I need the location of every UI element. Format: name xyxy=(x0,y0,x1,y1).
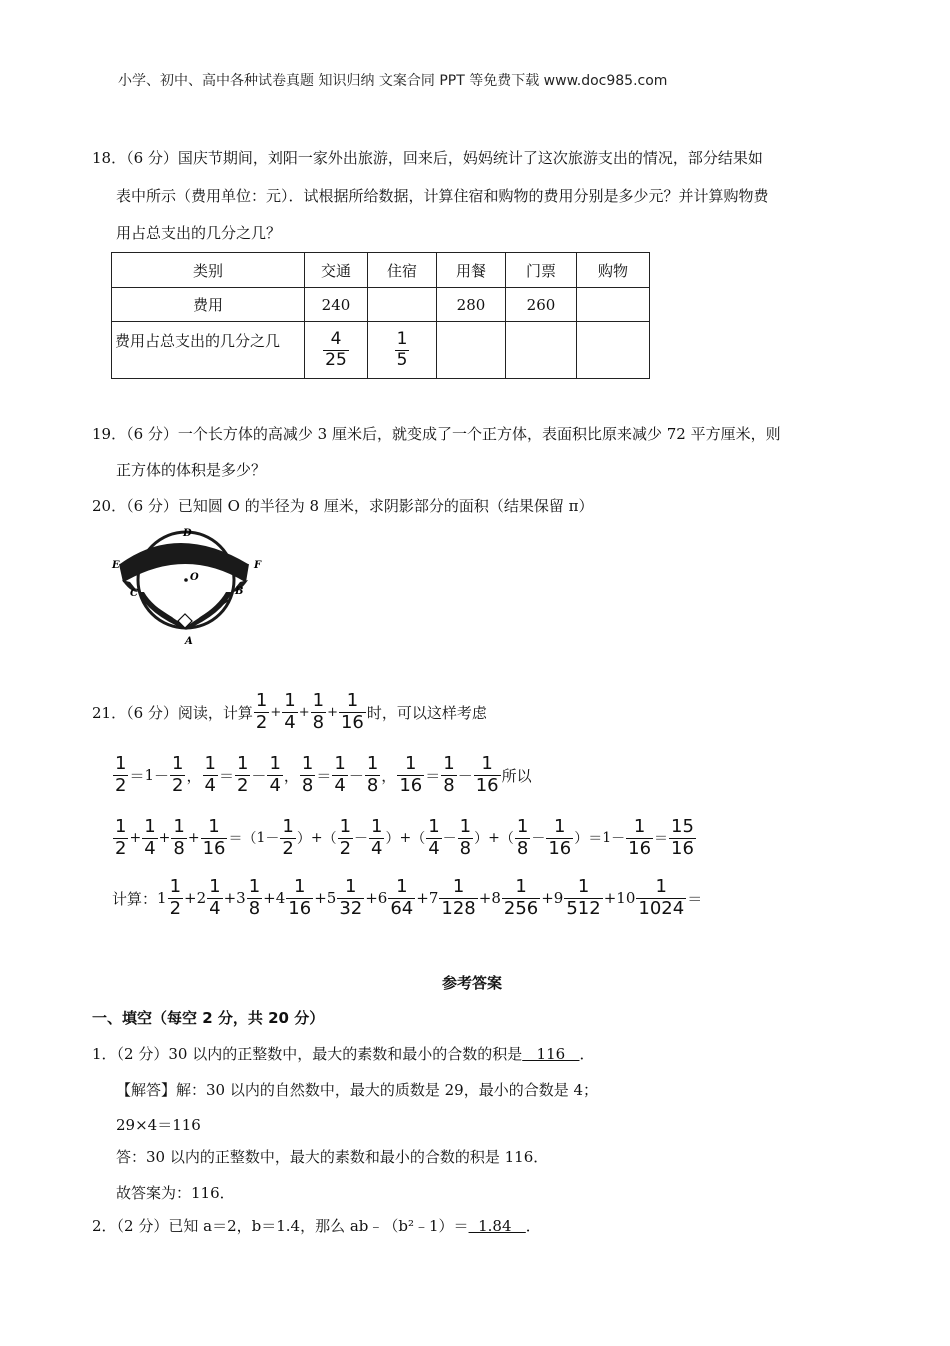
op: +8 xyxy=(478,889,501,908)
op: － xyxy=(251,766,267,785)
q21-sum xyxy=(112,818,697,859)
op: +7 xyxy=(416,889,439,908)
table-cell xyxy=(368,322,437,379)
numerator: 1 xyxy=(173,816,185,837)
fraction xyxy=(207,878,222,919)
section-heading: 一、填空（每空 2 分，共 20 分） xyxy=(92,1009,325,1027)
numerator: 1 xyxy=(502,878,540,899)
fraction xyxy=(323,328,349,370)
denominator: 4 xyxy=(284,711,296,733)
op: ， xyxy=(283,766,299,785)
op: － xyxy=(348,766,364,785)
op: ） xyxy=(385,831,400,848)
fraction xyxy=(254,692,269,733)
numerator: 1 xyxy=(337,878,364,899)
q19-line2: 正方体的体积是多少？ xyxy=(116,461,267,479)
op: + xyxy=(298,704,310,720)
question-end: ． xyxy=(525,1217,541,1235)
op: +4 xyxy=(263,889,286,908)
op: +2 xyxy=(184,889,207,908)
op: ＝ xyxy=(129,766,145,785)
q21-decomposition xyxy=(112,755,532,796)
q20-line1: 20．（6 分）已知圆 O 的半径为 8 厘米，求阴影部分的面积（结果保留 π） xyxy=(92,497,594,515)
denominator: 8 xyxy=(312,711,325,733)
numerator: 1 xyxy=(282,816,294,837)
op: +9 xyxy=(541,889,564,908)
numerator: 1 xyxy=(474,755,501,776)
numerator: 1 xyxy=(428,816,440,837)
answer-1-question xyxy=(92,1043,594,1064)
q21-prefix: 21．（6 分）阅读，计算 xyxy=(92,703,253,722)
fraction xyxy=(365,755,380,796)
table-cell: 240 xyxy=(305,288,368,322)
denominator: 16 xyxy=(399,774,423,796)
fraction xyxy=(397,755,424,796)
denominator: 8 xyxy=(459,837,472,859)
table-header-cell: 购物 xyxy=(577,253,650,288)
q21-calc xyxy=(112,878,702,919)
fraction xyxy=(286,878,313,919)
answer-1-final: 故答案为：116． xyxy=(116,1184,235,1202)
numerator: 1 xyxy=(564,878,602,899)
fraction xyxy=(441,755,456,796)
denominator: 16 xyxy=(202,837,226,859)
op: + xyxy=(488,830,500,847)
fraction xyxy=(337,878,364,919)
op: － xyxy=(457,766,473,785)
denominator: 16 xyxy=(628,837,652,859)
denominator: 2 xyxy=(339,837,352,859)
table-row xyxy=(112,253,650,288)
q21-suffix: 时，可以这样考虑 xyxy=(366,703,487,722)
table-cell xyxy=(506,322,577,379)
op: ＝ xyxy=(588,831,603,848)
numerator: 1 xyxy=(339,816,352,837)
denominator: 4 xyxy=(144,837,156,859)
denominator: 4 xyxy=(204,774,216,796)
op: + xyxy=(327,704,338,720)
denominator: 2 xyxy=(255,711,268,733)
table-cell: 260 xyxy=(506,288,577,322)
fraction xyxy=(113,755,128,796)
denominator: 8 xyxy=(443,774,455,796)
op: 1 xyxy=(144,766,155,785)
numerator: 1 xyxy=(459,816,472,837)
fraction xyxy=(546,818,573,859)
table-cell xyxy=(577,288,650,322)
fraction xyxy=(669,818,696,859)
fraction xyxy=(515,818,530,859)
op: ） xyxy=(474,831,489,848)
label-o: O xyxy=(190,572,199,583)
fraction xyxy=(142,818,157,859)
circle-figure xyxy=(108,522,278,648)
denominator: 8 xyxy=(301,774,314,796)
answer-1-solution: 【解答】解：30 以内的自然数中，最大的质数是 29，最小的合数是 4； xyxy=(116,1081,599,1099)
denominator: 2 xyxy=(236,774,249,796)
answer-1-calc: 29×4＝116 xyxy=(116,1116,201,1134)
expense-table xyxy=(111,252,650,379)
op: － xyxy=(611,831,626,848)
numerator: 1 xyxy=(371,816,383,837)
fraction xyxy=(388,878,415,919)
fraction xyxy=(300,755,315,796)
denominator: 2 xyxy=(172,774,184,796)
op: + xyxy=(129,830,142,847)
op: ＝ xyxy=(316,766,332,785)
numerator: 1 xyxy=(286,878,313,899)
denominator: 16 xyxy=(475,774,499,796)
calc-label: 计算： xyxy=(112,889,158,908)
fraction xyxy=(282,692,297,733)
op: ＝ xyxy=(228,831,243,848)
op: ， xyxy=(186,766,202,785)
q19-line1: 19．（6 分）一个长方体的高减少 3 厘米后，就变成了一个正方体，表面积比原来减少 72 平方厘米，则 xyxy=(92,425,781,443)
fraction xyxy=(235,755,250,796)
denominator: 4 xyxy=(428,837,440,859)
op: （ xyxy=(242,831,257,848)
fraction xyxy=(332,755,347,796)
table-header-cell: 住宿 xyxy=(368,253,437,288)
op: － xyxy=(154,766,170,785)
numerator: 1 xyxy=(516,816,529,837)
numerator: 1 xyxy=(255,690,268,711)
numerator: 1 xyxy=(284,690,296,711)
numerator: 1 xyxy=(312,690,325,711)
op: ＝ xyxy=(425,766,441,785)
op: 1 xyxy=(602,830,612,847)
fraction xyxy=(203,755,218,796)
fraction xyxy=(458,818,473,859)
op: +6 xyxy=(365,889,388,908)
op: 1 xyxy=(157,889,167,908)
numerator: 1 xyxy=(339,692,366,713)
denominator: 8 xyxy=(516,837,529,859)
numerator: 1 xyxy=(334,753,346,774)
q18-line1: 18．（6 分）国庆节期间，刘阳一家外出旅游，回来后，妈妈统计了这次旅游支出的情况，部分结果如 xyxy=(92,149,763,167)
numerator: 1 xyxy=(172,753,184,774)
denominator: 16 xyxy=(548,837,572,859)
table-cell: 280 xyxy=(437,288,506,322)
table-cell xyxy=(368,288,437,322)
op: － xyxy=(442,831,457,848)
numerator: 1 xyxy=(636,878,686,899)
fraction xyxy=(267,755,282,796)
op: + xyxy=(310,830,323,847)
denominator: 256 xyxy=(503,897,539,919)
q21-intro xyxy=(92,692,487,733)
op: +3 xyxy=(223,889,246,908)
denominator: 64 xyxy=(390,897,414,919)
numerator: 1 xyxy=(301,753,314,774)
table-row xyxy=(112,322,650,379)
page-header: 小学、初中、高中各种试卷真题 知识归纳 文案合同 PPT 等免费下载 www.doc985.com xyxy=(118,73,668,89)
numerator: 4 xyxy=(323,331,349,351)
answers-title: 参考答案 xyxy=(442,974,503,992)
answer-blank: 1.84 xyxy=(468,1217,526,1235)
op: ， xyxy=(381,766,397,785)
denominator: 8 xyxy=(173,837,185,859)
op: （ xyxy=(499,831,514,848)
table-header-cell: 门票 xyxy=(506,253,577,288)
fraction xyxy=(426,818,441,859)
denominator: 2 xyxy=(115,774,127,796)
fraction xyxy=(113,818,128,859)
numerator: 1 xyxy=(236,753,249,774)
op: 所以 xyxy=(501,766,532,785)
fraction xyxy=(339,692,366,733)
numerator: 1 xyxy=(439,878,477,899)
op: + xyxy=(158,830,171,847)
table-header-cell: 类别 xyxy=(112,253,305,288)
op: +5 xyxy=(314,889,337,908)
denominator: 4 xyxy=(334,774,346,796)
denominator: 25 xyxy=(325,349,347,370)
op: （ xyxy=(411,831,426,848)
op: － xyxy=(265,831,280,848)
fraction xyxy=(502,878,540,919)
denominator: 4 xyxy=(209,897,221,919)
numerator: 1 xyxy=(366,753,379,774)
denominator: 512 xyxy=(566,897,601,919)
fraction xyxy=(311,692,326,733)
op: + xyxy=(187,830,200,847)
numerator: 1 xyxy=(443,753,455,774)
label-a: A xyxy=(185,636,193,647)
table-header-cell: 用餐 xyxy=(437,253,506,288)
op: － xyxy=(531,831,546,848)
fraction xyxy=(626,818,653,859)
numerator: 1 xyxy=(269,753,281,774)
fraction xyxy=(201,818,228,859)
op: + xyxy=(399,830,412,847)
denominator: 16 xyxy=(340,711,364,733)
label-d: D xyxy=(183,528,192,539)
denominator: 2 xyxy=(115,837,127,859)
table-header-cell: 交通 xyxy=(305,253,368,288)
denominator: 16 xyxy=(288,897,312,919)
fraction xyxy=(564,878,602,919)
op: ＝ xyxy=(218,766,234,785)
numerator: 1 xyxy=(209,876,221,897)
label-c: C xyxy=(130,588,138,599)
numerator: 1 xyxy=(204,753,216,774)
numerator: 1 xyxy=(115,816,127,837)
fraction xyxy=(247,878,262,919)
numerator: 1 xyxy=(546,818,573,839)
denominator: 32 xyxy=(339,897,363,919)
question-text: 1．（2 分）30 以内的正整数中，最大的素数和最小的合数的积是 xyxy=(92,1045,523,1063)
q18-line2: 表中所示（费用单位：元）．试根据所给数据，计算住宿和购物的费用分别是多少元？并计算购物费 xyxy=(116,187,769,205)
denominator: 8 xyxy=(248,897,261,919)
table-row xyxy=(112,288,650,322)
denominator: 128 xyxy=(441,897,476,919)
label-e: E xyxy=(112,560,120,571)
q18-line3: 用占总支出的几分之几？ xyxy=(116,224,282,242)
table-cell xyxy=(305,322,368,379)
question-text: 2．（2 分）已知 a＝2，b＝1.4，那么 ab﹣（b²﹣1）＝ xyxy=(92,1217,469,1235)
op: +10 xyxy=(603,889,636,908)
denominator: 4 xyxy=(371,837,383,859)
numerator: 1 xyxy=(388,878,415,899)
answer-2-question xyxy=(92,1215,541,1236)
op: 1 xyxy=(256,830,266,847)
fraction xyxy=(395,328,410,370)
fraction xyxy=(369,818,384,859)
numerator: 1 xyxy=(144,816,156,837)
fraction xyxy=(474,755,501,796)
label-b: B xyxy=(235,586,244,597)
fraction xyxy=(171,818,186,859)
fraction xyxy=(338,818,353,859)
table-cell xyxy=(437,322,506,379)
numerator: 1 xyxy=(248,876,261,897)
numerator: 1 xyxy=(397,755,424,776)
op: + xyxy=(270,704,282,720)
denominator: 2 xyxy=(169,897,182,919)
table-cell: 费用 xyxy=(112,288,305,322)
denominator: 1024 xyxy=(638,897,685,919)
answer-blank: 116 xyxy=(522,1045,580,1063)
question-end: ． xyxy=(579,1045,595,1063)
op: － xyxy=(354,831,369,848)
denominator: 2 xyxy=(282,837,294,859)
numerator: 1 xyxy=(115,753,127,774)
fraction xyxy=(439,878,477,919)
fraction xyxy=(280,818,295,859)
numerator: 1 xyxy=(396,328,408,349)
op: ＝ xyxy=(687,889,703,908)
fraction xyxy=(636,878,686,919)
table-cell: 费用占总支出的几分之几 xyxy=(112,322,305,379)
fraction xyxy=(170,755,185,796)
table-cell xyxy=(577,322,650,379)
denominator: 16 xyxy=(671,837,694,859)
numerator: 15 xyxy=(671,816,694,837)
op: ） xyxy=(574,831,589,848)
denominator: 4 xyxy=(269,774,281,796)
numerator: 1 xyxy=(201,818,228,839)
denominator: 8 xyxy=(366,774,379,796)
op: ＝ xyxy=(654,831,669,848)
answer-1-answer: 答：30 以内的正整数中，最大的素数和最小的合数的积是 116． xyxy=(116,1148,549,1166)
op: ） xyxy=(296,831,311,848)
denominator: 5 xyxy=(396,349,408,370)
numerator: 1 xyxy=(626,818,653,839)
numerator: 1 xyxy=(169,876,182,897)
op: （ xyxy=(322,831,337,848)
label-f: F xyxy=(254,560,262,571)
fraction xyxy=(168,878,183,919)
